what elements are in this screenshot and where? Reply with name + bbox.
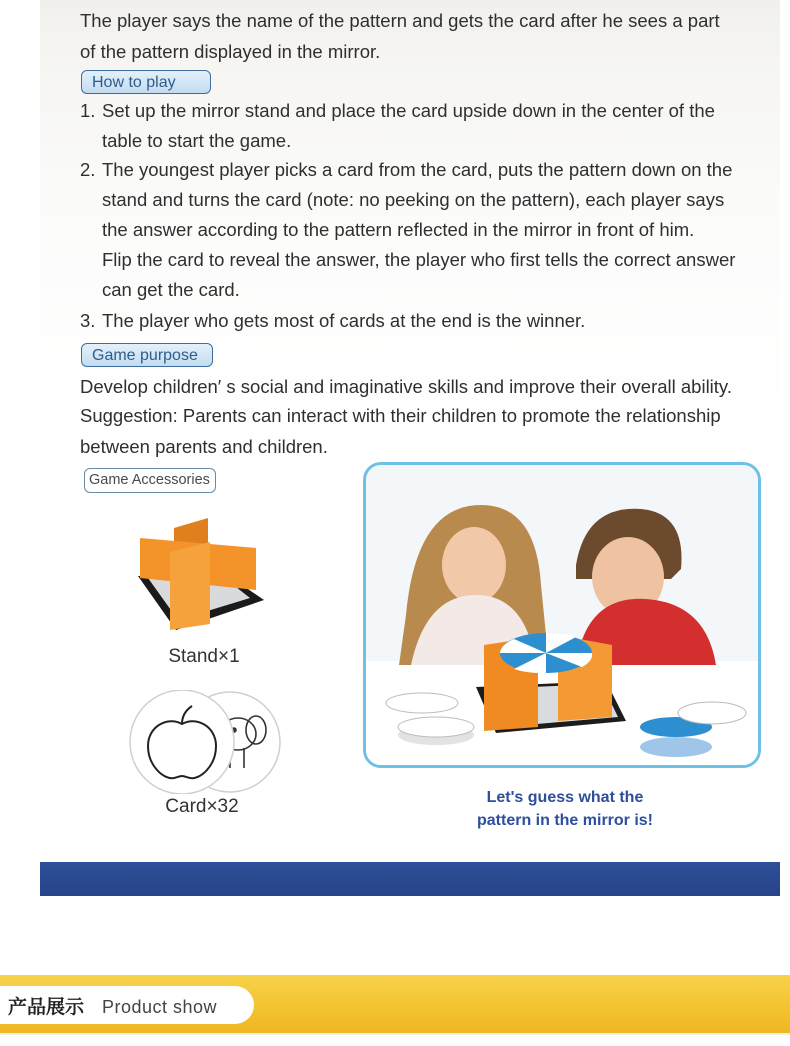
step-1-number: 1. bbox=[80, 100, 96, 121]
intro-line-2: of the pattern displayed in the mirror. bbox=[80, 41, 381, 62]
how-to-play-heading: How to play bbox=[81, 70, 211, 94]
stand-front-panel bbox=[170, 542, 210, 630]
footer-divider bbox=[0, 1033, 790, 1035]
kids-playing-photo bbox=[363, 462, 761, 768]
product-show-cn-label: 产品展示 bbox=[8, 997, 85, 1018]
step-2-line-2: stand and turns the card (note: no peeking on the pattern), each player says bbox=[102, 189, 725, 210]
step-2-line-4: Flip the card to reveal the answer, the player who first tells the correct answer bbox=[102, 249, 736, 270]
photo-caption-line-2: pattern in the mirror is! bbox=[476, 812, 654, 829]
purpose-line-1: Develop children′ s social and imaginative skills and improve their overall ability. bbox=[80, 376, 732, 397]
spiral-card-on-stand bbox=[500, 633, 592, 673]
step-3 bbox=[80, 306, 770, 336]
kids-playing-scene bbox=[366, 465, 758, 765]
intro-line-1: The player says the name of the pattern and gets the card after he sees a part bbox=[80, 10, 720, 31]
step-2-number: 2. bbox=[80, 159, 96, 180]
purpose-line-2: Suggestion: Parents can interact with their children to promote the relationship bbox=[80, 405, 721, 426]
stand-label: Stand×1 bbox=[168, 646, 240, 667]
product-show-en-label: Product show bbox=[102, 997, 218, 1017]
sheet-bottom-bar bbox=[40, 862, 780, 896]
apple-card bbox=[130, 690, 234, 794]
step-3-line-1: The player who gets most of cards at the end is the winner. bbox=[102, 310, 586, 331]
step-2-line-5: can get the card. bbox=[102, 279, 240, 300]
purpose-line-3: between parents and children. bbox=[80, 436, 328, 457]
game-accessories-heading: Game Accessories bbox=[84, 468, 216, 493]
step-1-line-1: Set up the mirror stand and place the card upside down in the center of the bbox=[102, 100, 715, 121]
step-1-line-2: table to start the game. bbox=[102, 130, 292, 151]
card-label: Card×32 bbox=[165, 796, 239, 817]
mirror-stand-illustration bbox=[130, 512, 270, 637]
step-2 bbox=[80, 155, 770, 305]
photo-caption-line-1: Let's guess what the bbox=[486, 789, 644, 806]
step-1 bbox=[80, 96, 770, 156]
girl-face bbox=[442, 527, 506, 603]
step-3-number: 3. bbox=[80, 310, 96, 331]
cards-illustration bbox=[126, 690, 286, 794]
step-2-line-1: The youngest player picks a card from the card, puts the pattern down on the bbox=[102, 159, 733, 180]
step-2-line-3: the answer according to the pattern reflected in the mirror in front of him. bbox=[102, 219, 695, 240]
game-purpose-heading: Game purpose bbox=[81, 343, 213, 367]
